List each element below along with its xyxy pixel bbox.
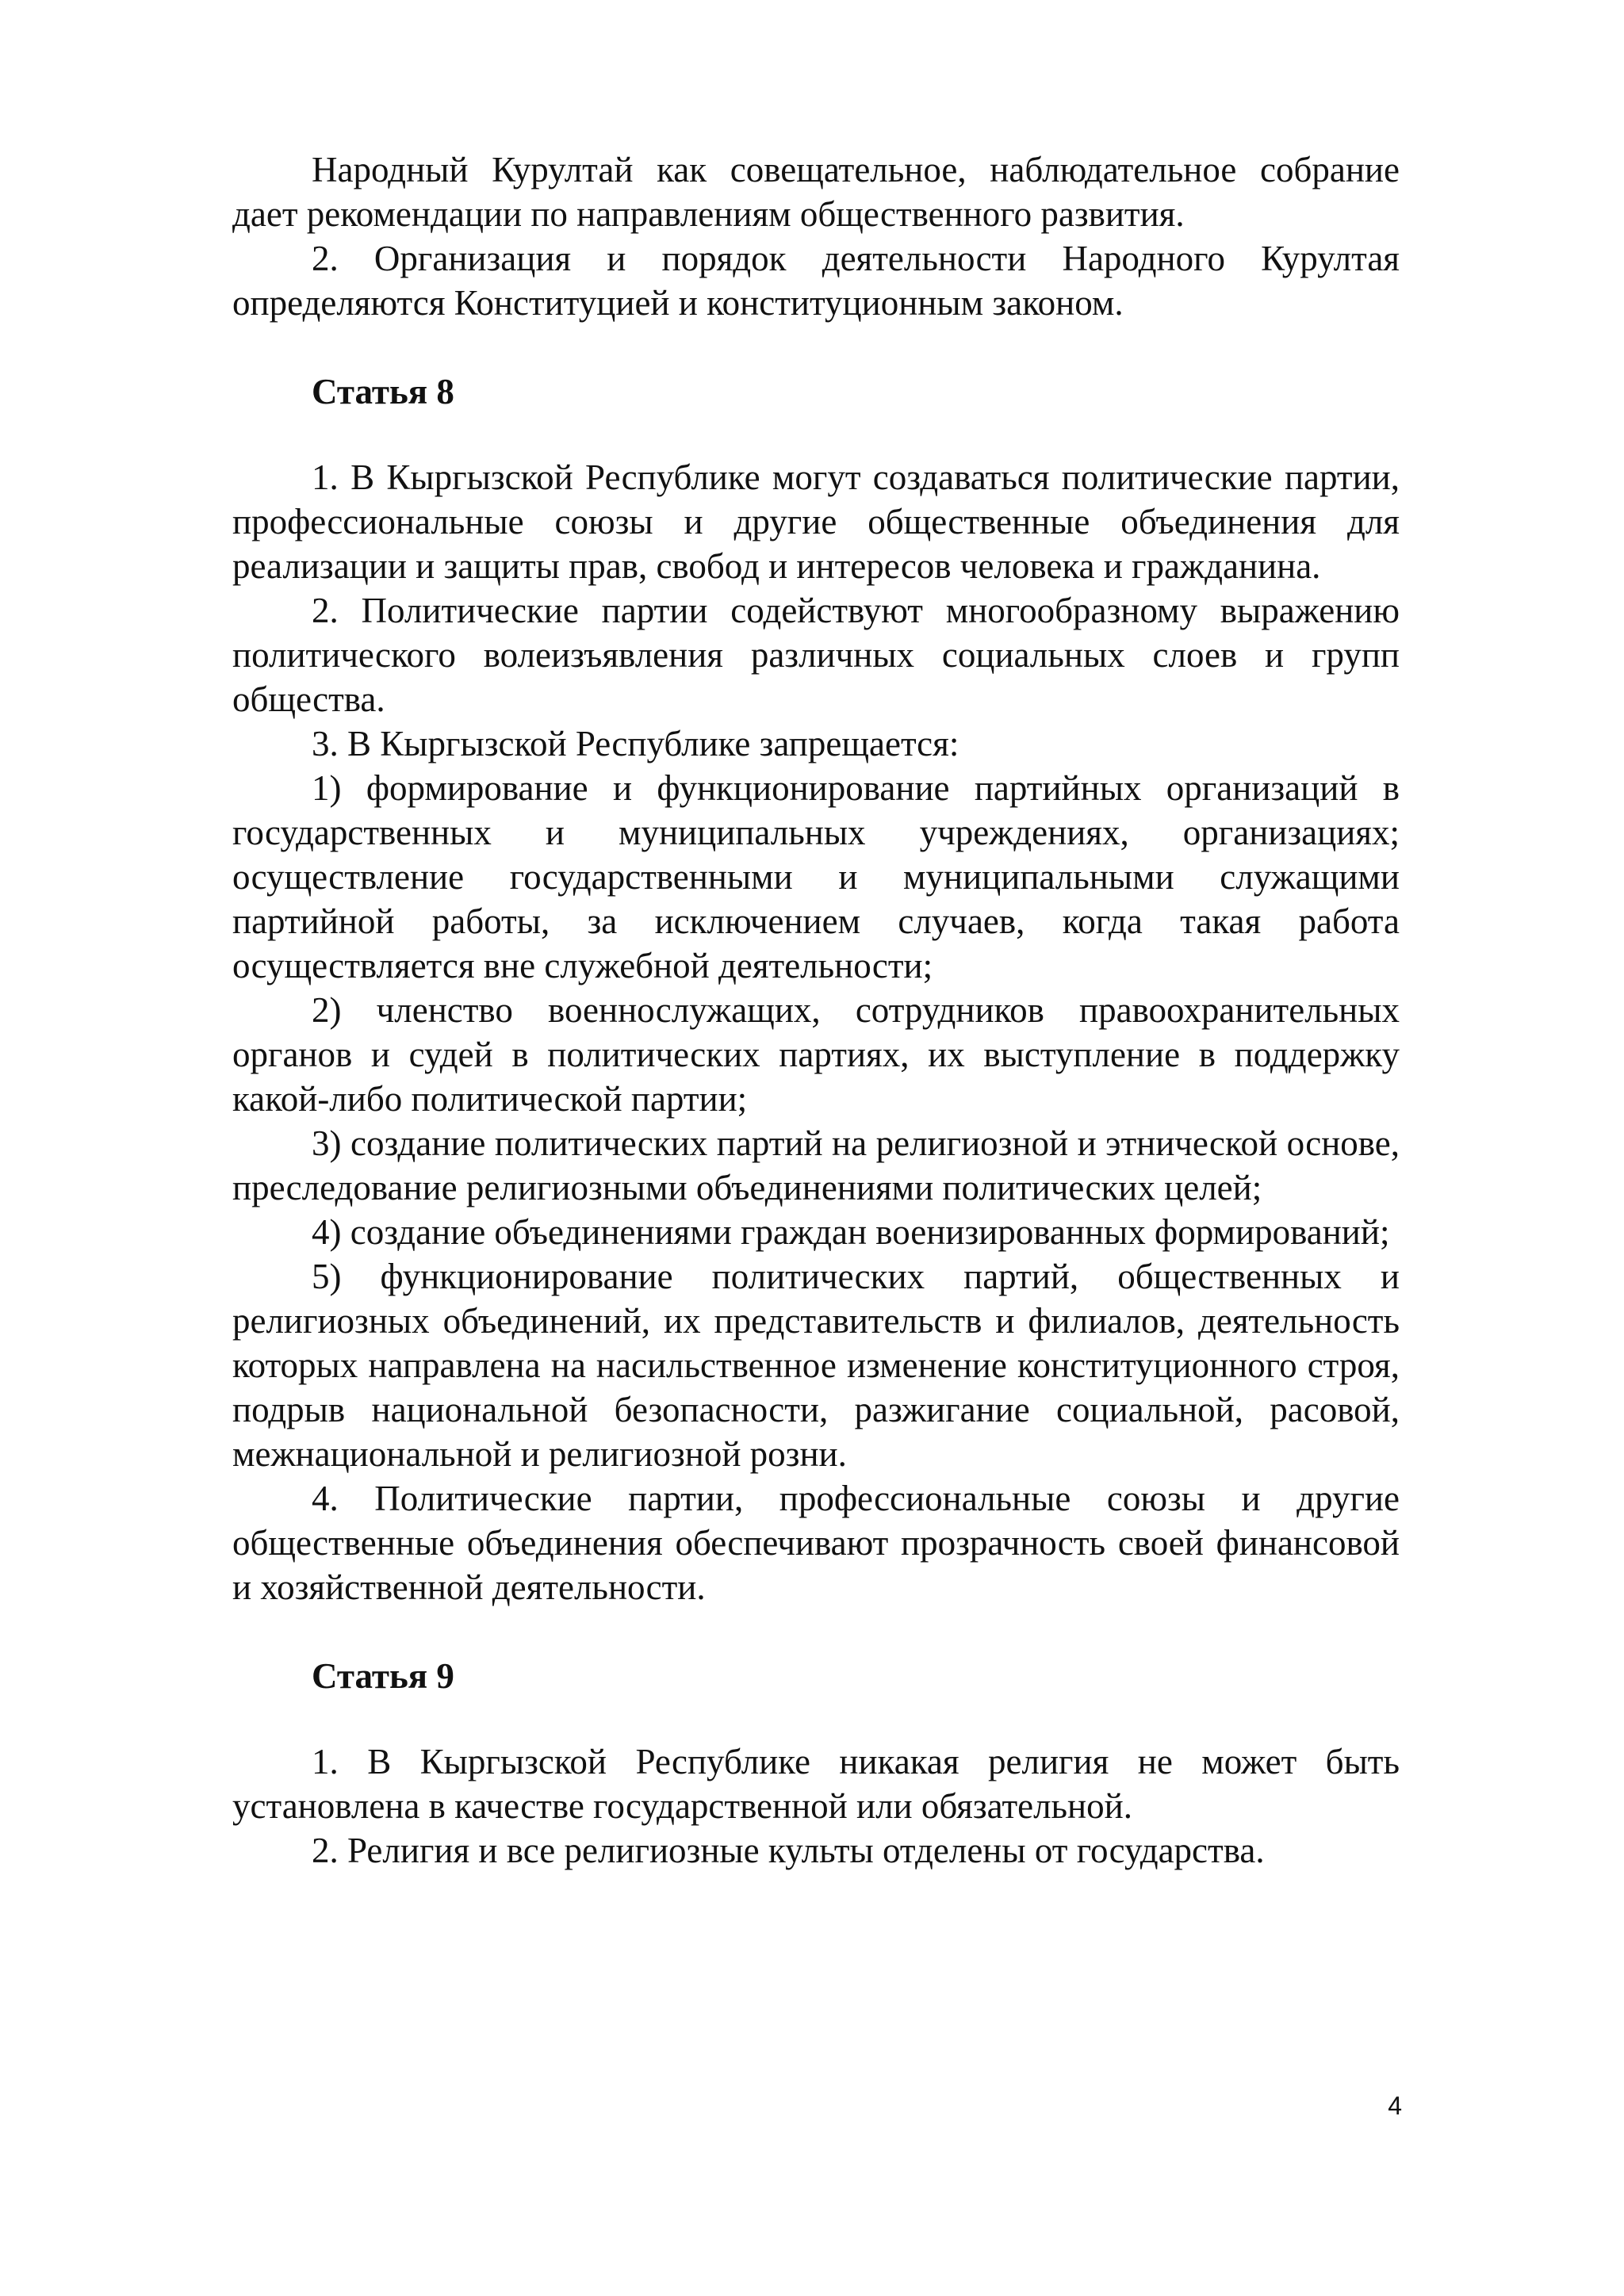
spacer bbox=[232, 414, 1400, 455]
paragraph-article7-item2: 2. Организация и порядок деятельности Народного Курултая определяются Конституцией и конституционным законом. bbox=[232, 239, 1400, 323]
paragraph-article8-item3-sub1: 1) формирование и функционирование партийных организаций в государственных и муниципальных учреждениях, организациях; осуществление государственными и муниципальными служащими партийной работы, за исключением случаев, когда такая работа осуществляется вне служебной деятельности; bbox=[232, 768, 1400, 985]
paragraph-article8-item2: 2. Политические партии содействуют многообразному выражению политического волеизъявления различных социальных слоев и групп общества. bbox=[232, 591, 1400, 719]
paragraph-article8-item3-sub2: 2) членство военнослужащих, сотрудников правоохранительных органов и судей в политических партиях, их выступление в поддержку какой-либо политической партии; bbox=[232, 990, 1400, 1119]
paragraph-article9-item2: 2. Религия и все религиозные культы отделены от государства. bbox=[312, 1831, 1265, 1870]
paragraph-article9-item1: 1. В Кыргызской Республике никакая религия не может быть установлена в качестве государственной или обязательной. bbox=[232, 1742, 1400, 1826]
spacer bbox=[232, 325, 1400, 369]
article-8-heading: Статья 8 bbox=[312, 372, 454, 411]
paragraph-article8-item1: 1. В Кыргызской Республике могут создаваться политические партии, профессиональные союзы и другие общественные объединения для реализации и защиты прав, свобод и интересов человека и гражданина. bbox=[232, 457, 1400, 586]
article-9-heading: Статья 9 bbox=[312, 1656, 454, 1696]
paragraph-article8-item3: 3. В Кыргызской Республике запрещается: bbox=[312, 724, 959, 763]
page-content bbox=[232, 147, 1400, 1873]
paragraph-article8-item3-sub3: 3) создание политических партий на религиозной и этнической основе, преследование религиозными объединениями политических целей; bbox=[232, 1123, 1400, 1207]
spacer bbox=[232, 1609, 1400, 1654]
paragraph-article8-item3-sub5: 5) функционирование политических партий, общественных и религиозных объединений, их представительств и филиалов, деятельность которых направлена на насильственное изменение конституционного строя, подрыв национальной безопасности, разжигание социальной, расовой, межнациональной и религиозной розни. bbox=[232, 1257, 1400, 1474]
paragraph-article8-item4: 4. Политические партии, профессиональные союзы и другие общественные объединения обеспечивают прозрачность своей финансовой и хозяйственной деятельности. bbox=[232, 1479, 1400, 1607]
spacer bbox=[232, 1698, 1400, 1739]
paragraph-kurultai: Народный Курултай как совещательное, наблюдательное собрание дает рекомендации по направлениям общественного развития. bbox=[232, 150, 1400, 234]
page-number: 4 bbox=[1388, 2091, 1402, 2120]
paragraph-article8-item3-sub4: 4) создание объединениями граждан военизированных формирований; bbox=[312, 1212, 1390, 1252]
